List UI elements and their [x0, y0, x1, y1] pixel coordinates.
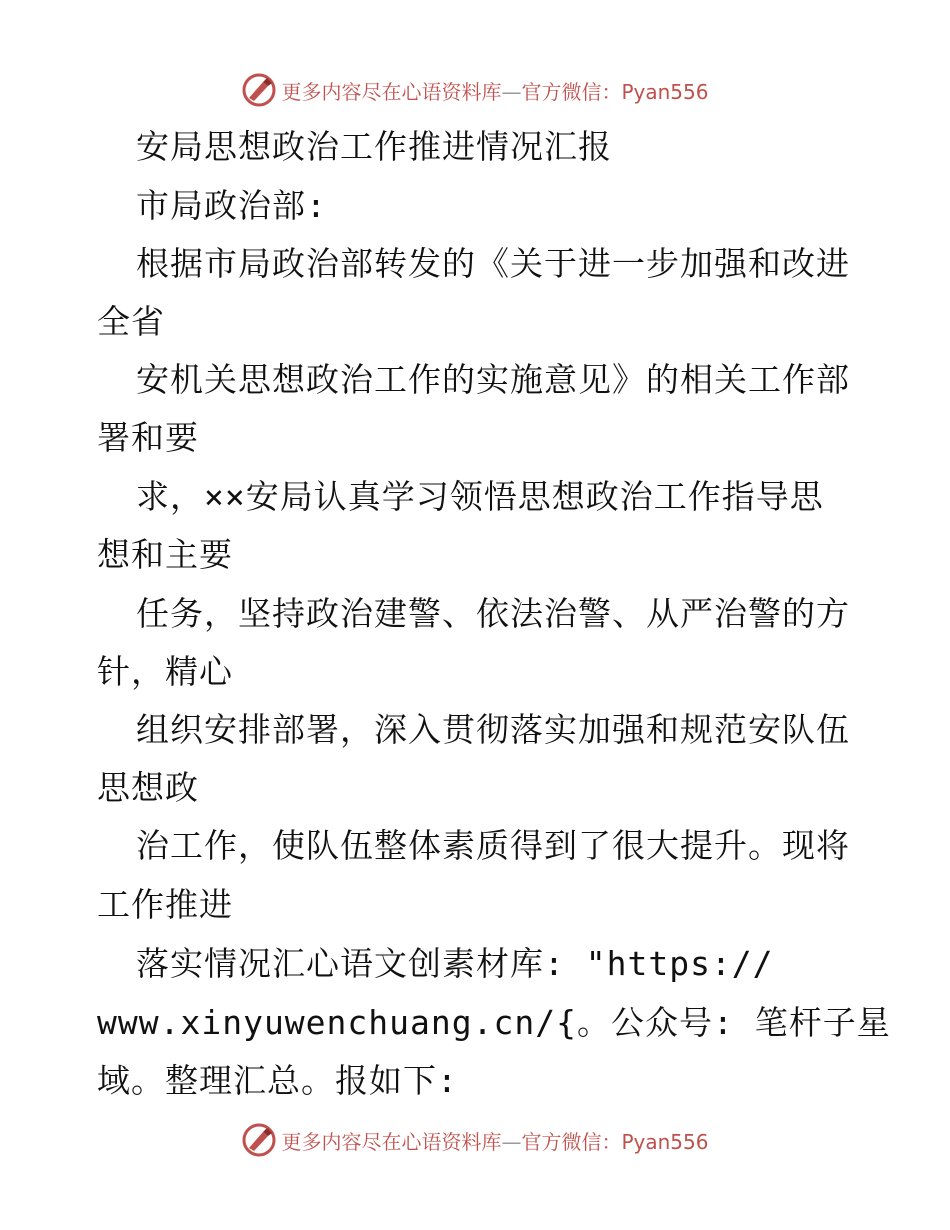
document-line: 工作推进	[97, 885, 233, 924]
document-line: 组织安排部署，深入贯彻落实加强和规范安队伍	[136, 710, 850, 749]
footer-banner	[0, 1120, 950, 1160]
document-line: 治工作，使队伍整体素质得到了很大提升。现将	[136, 826, 850, 865]
document-line: 想和主要	[97, 535, 233, 574]
document-line: 落实情况汇心语文创素材库: "https://	[136, 944, 774, 983]
document-line: 针，精心	[97, 652, 233, 691]
document-line: 思想政	[97, 768, 199, 807]
banner-text: 更多内容尽在心语资料库—官方微信：Pyan556	[281, 1129, 709, 1154]
document-line: www.xinyuwenchuang.cn/{。公众号: 笔杆子星	[97, 1003, 891, 1042]
document-line: 市局政治部:	[136, 186, 327, 225]
document-line: 域。整理汇总。报如下:	[97, 1061, 458, 1100]
document-line: 任务，坚持政治建警、依法治警、从严治警的方	[136, 594, 850, 633]
document-title: 安局思想政治工作推进情况汇报	[136, 127, 612, 166]
document-line: 署和要	[97, 418, 199, 457]
document-line: 安机关思想政治工作的实施意见》的相关工作部	[136, 360, 850, 399]
document-line: 求，××安局认真学习领悟思想政治工作指导思	[136, 477, 824, 516]
pen-logo-icon	[241, 1122, 277, 1158]
document-line: 根据市局政治部转发的《关于进一步加强和改进	[136, 244, 850, 283]
banner-text: 更多内容尽在心语资料库—官方微信：Pyan556	[281, 79, 709, 104]
document-line: 全省	[97, 302, 165, 341]
